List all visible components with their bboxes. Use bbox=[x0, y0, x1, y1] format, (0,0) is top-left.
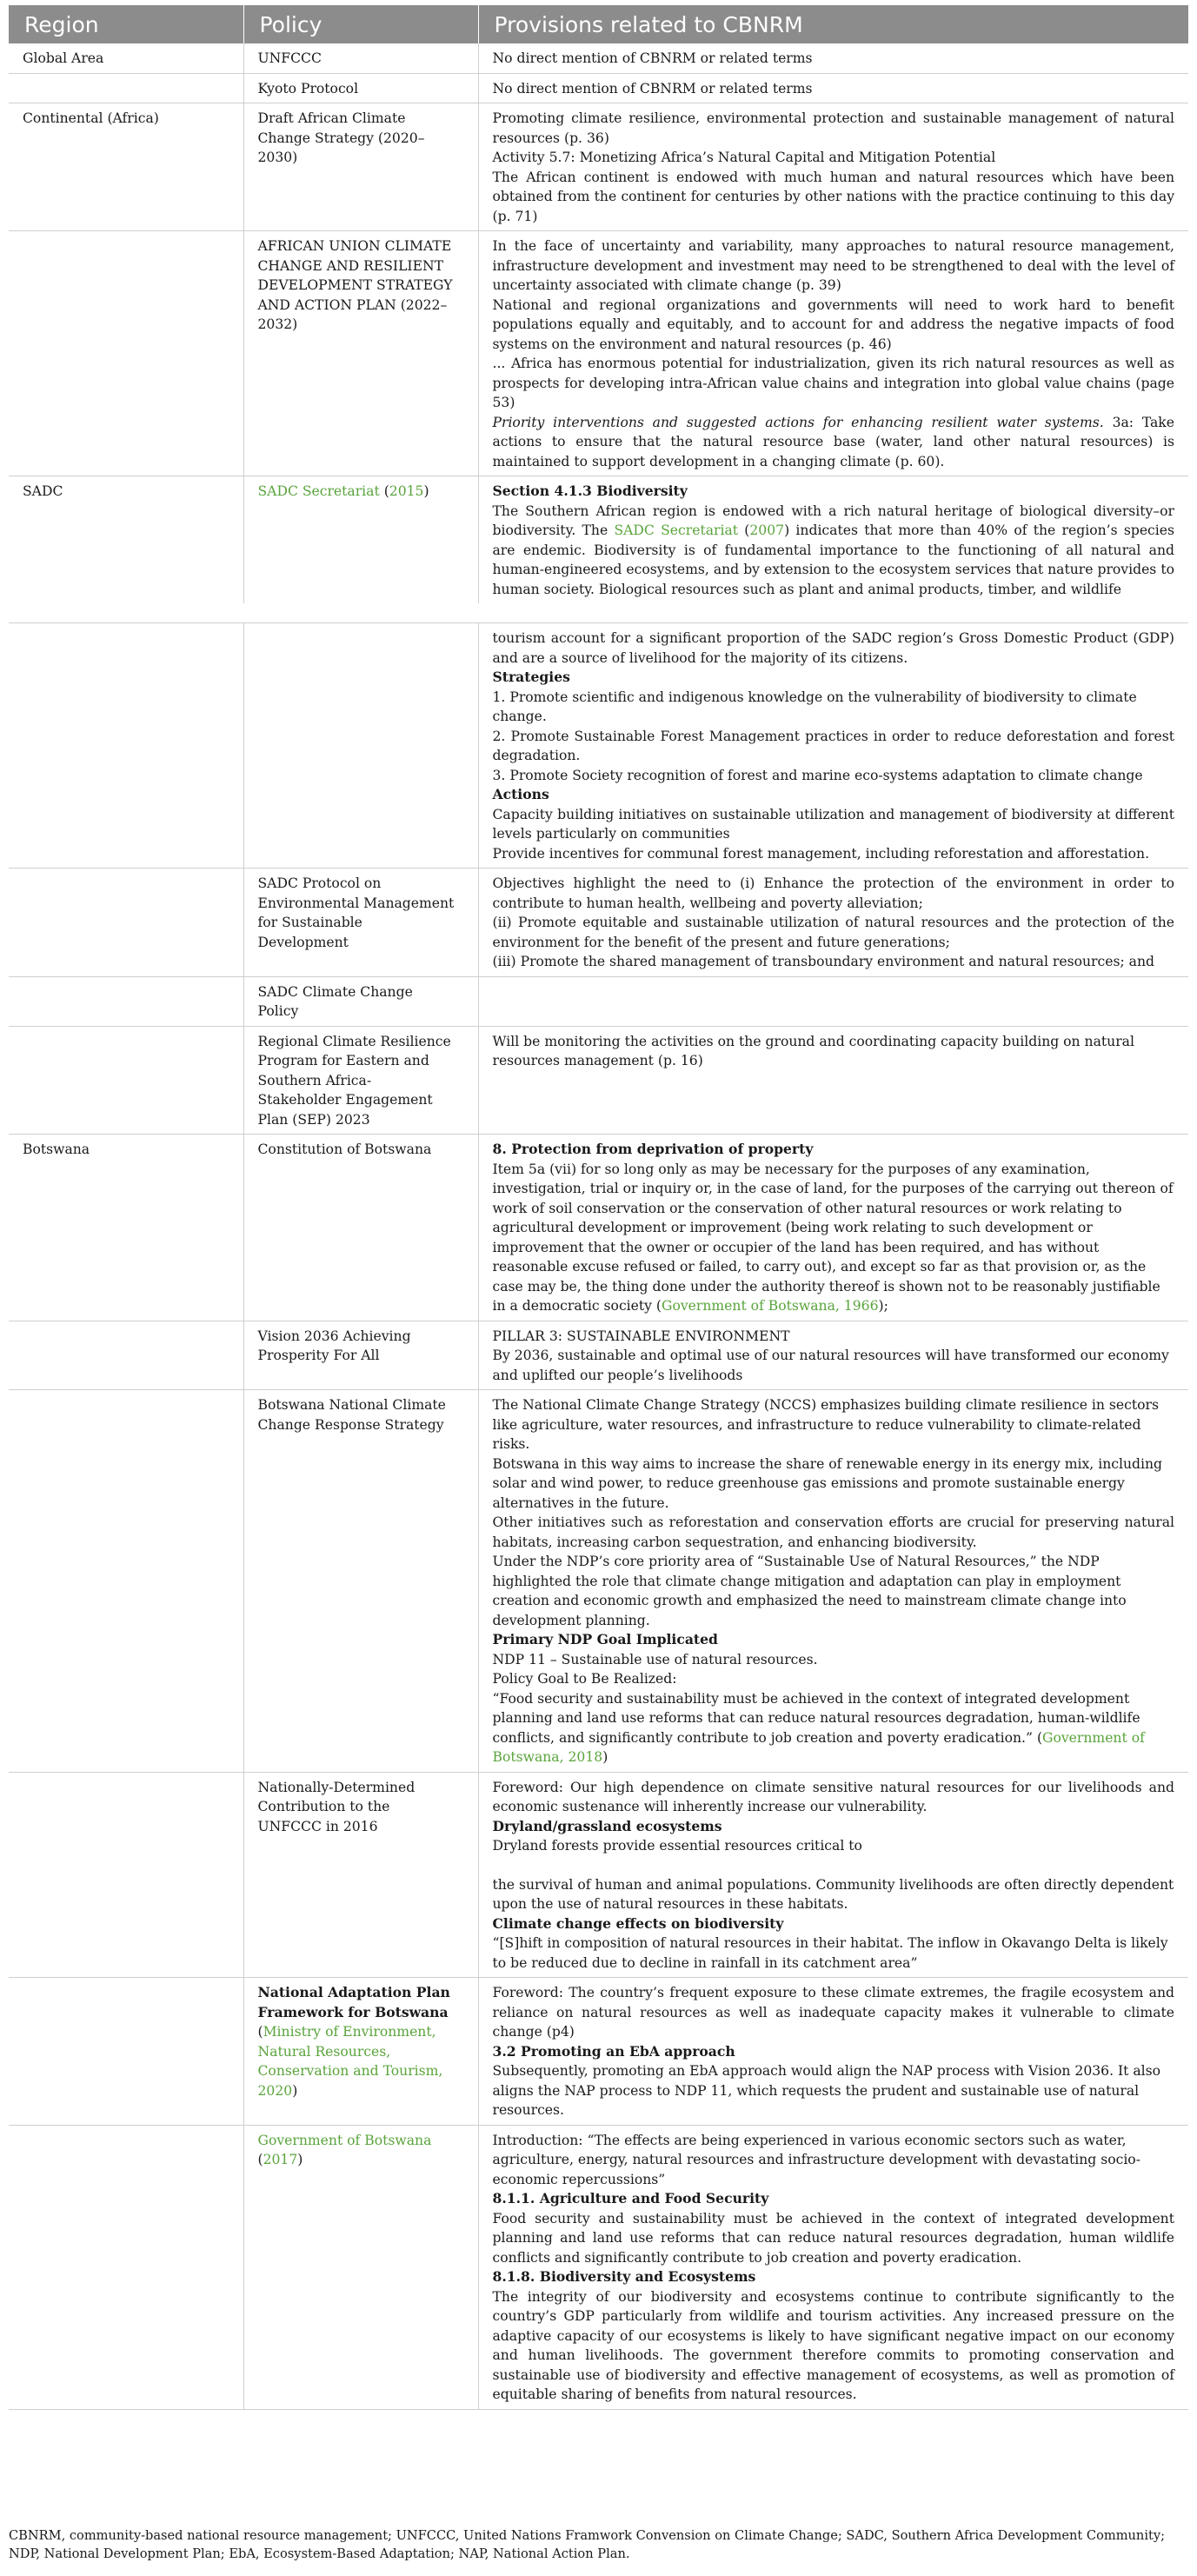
provisions-cell bbox=[478, 1772, 1188, 1978]
provision-paragraph: Policy Goal to Be Realized: bbox=[492, 1671, 677, 1687]
table-row bbox=[9, 1135, 1188, 1321]
table-row bbox=[9, 623, 1188, 869]
provision-paragraph: Subsequently, promoting an EbA approach would align the NAP process with Vision 2036. It also aligns the NAP process to NDP 11, which requests the prudent and sustainable use of natural resources. bbox=[492, 2063, 1161, 2118]
provision-paragraph: The National Climate Change Strategy (NCCS) emphasizes building climate resilience in sectors like agriculture, water resources, and infrastructure to reduce vulnerability to climate-related risks. bbox=[492, 1397, 1159, 1452]
provision-paragraph: Primary NDP Goal Implicated bbox=[492, 1631, 718, 1647]
provision-paragraph: Dryland/grassland ecosystems bbox=[492, 1817, 722, 1834]
column-header-policy: Policy bbox=[243, 5, 478, 43]
emphasis-text: Priority interventions and suggested actions for enhancing resilient water systems. bbox=[492, 414, 1104, 430]
region-cell: Botswana bbox=[9, 1135, 243, 1321]
provision-paragraph: 3. Promote Society recognition of forest and marine eco-systems adaptation to climate change bbox=[492, 767, 1143, 783]
provisions-cell bbox=[478, 1978, 1188, 2126]
provisions-cell bbox=[478, 1135, 1188, 1321]
page-break-gap bbox=[9, 603, 1188, 623]
citation-link[interactable]: Government of Botswana, 1966 bbox=[662, 1298, 879, 1314]
citation-link[interactable]: Ministry of Environment, Natural Resources, Conservation and Tourism, 2020 bbox=[257, 2024, 443, 2099]
table-row bbox=[9, 103, 1188, 231]
provision-paragraph: Actions bbox=[492, 786, 549, 802]
policy-cell: Regional Climate Resilience Program for Eastern and Southern Africa- Stakeholder Engagement Plan (SEP) 2023 bbox=[243, 1026, 478, 1135]
provision-paragraph: No direct mention of CBNRM or related terms bbox=[492, 80, 813, 97]
region-cell bbox=[9, 976, 243, 1026]
provision-paragraph: ... Africa has enormous potential for industrialization, given its rich natural resources as well as prospects for developing intra-African value chains and integration into global value chains (page 53) bbox=[492, 356, 1174, 410]
provisions-cell bbox=[478, 869, 1188, 977]
provision-paragraph: tourism account for a significant proportion of the SADC region’s Gross Domestic Product (GDP) and are a source of livelihood for the majority of its citizens. bbox=[492, 630, 1174, 666]
provision-paragraph: 8.1.8. Biodiversity and Ecosystems bbox=[492, 2268, 756, 2285]
provision-paragraph: the survival of human and animal populations. Community livelihoods are often directly dependent upon the use of natural resources in these habitats. bbox=[492, 1876, 1174, 1912]
region-cell: Global Area bbox=[9, 43, 243, 73]
provision-paragraph: 3.2 Promoting an EbA approach bbox=[492, 2042, 735, 2060]
provisions-cell bbox=[478, 623, 1188, 869]
policy-cell: SADC Protocol on Environmental Management for Sustainable Development bbox=[243, 869, 478, 977]
provision-paragraph: Capacity building initiatives on sustainable utilization and management of biodiversity at different levels particularly on communities bbox=[492, 806, 1174, 842]
provision-paragraph: National and regional organizations and governments will need to work hard to benefit populations equally and equitably, and to account for and address the negative impacts of food systems on the environment and natural resources (p. 46) bbox=[492, 296, 1174, 352]
table-row bbox=[9, 1390, 1188, 1773]
policy-cell: Kyoto Protocol bbox=[243, 73, 478, 103]
provision-text: The Southern African region is endowed with a rich natural heritage of biological diversity–or biodiversity. The bbox=[492, 503, 1174, 538]
region-cell bbox=[9, 1026, 243, 1135]
citation-link[interactable]: Government of Botswana bbox=[257, 2132, 432, 2148]
provision-paragraph: Botswana in this way aims to increase the share of renewable energy in its energy mix, including solar and wind power, to reduce greenhouse gas emissions and promote sustainable energy alternatives in the future. bbox=[492, 1455, 1163, 1511]
policy-cell: SADC Climate Change Policy bbox=[243, 976, 478, 1026]
region-cell bbox=[9, 1978, 243, 2126]
provision-paragraph: Activity 5.7: Monetizing Africa’s Natural Capital and Mitigation Potential bbox=[492, 150, 996, 165]
table-row bbox=[9, 231, 1188, 476]
policy-cell bbox=[243, 476, 478, 604]
region-cell: SADC bbox=[23, 483, 63, 499]
table-row bbox=[9, 869, 1188, 977]
column-header-provisions: Provisions related to CBNRM bbox=[478, 5, 1188, 43]
policy-cell: Vision 2036 Achieving Prosperity For All bbox=[243, 1321, 478, 1390]
policy-cell bbox=[243, 623, 478, 869]
provision-paragraph: Under the NDP’s core priority area of “Sustainable Use of Natural Resources,” the NDP highlighted the role that climate change mitigation and adaptation can play in employment creation and economic growth and emphasized the need to mainstream climate change into development planning. bbox=[492, 1554, 1127, 1628]
citation-paren: ) bbox=[297, 2152, 303, 2167]
region-cell bbox=[9, 1772, 243, 1978]
provisions-cell bbox=[478, 1321, 1188, 1390]
citation-link[interactable]: Government of Botswana, 2018 bbox=[492, 1729, 1145, 1765]
provisions-cell bbox=[478, 231, 1188, 476]
policy-title: National Adaptation Plan Framework for Botswana bbox=[257, 1984, 450, 2020]
provisions-cell bbox=[478, 73, 1188, 103]
provision-paragraph: 8.1.1. Agriculture and Food Security bbox=[492, 2190, 769, 2207]
policy-cell: Nationally-Determined Contribution to the UNFCCC in 2016 bbox=[243, 1772, 478, 1978]
policy-cell: National Adaptation Plan Framework for Botswana (Ministry of Environment, Natural Resources, Conservation and Tourism, 2020) bbox=[243, 1978, 478, 2126]
citation-year-link[interactable]: 2015 bbox=[389, 483, 424, 499]
region-cell bbox=[9, 1321, 243, 1390]
provision-paragraph: Provide incentives for communal forest management, including reforestation and afforestation. bbox=[492, 845, 1150, 862]
provision-paragraph: Promoting climate resilience, environmental protection and sustainable management of natural resources (p. 36) bbox=[492, 110, 1174, 146]
region-cell bbox=[9, 623, 243, 869]
provision-paragraph: No direct mention of CBNRM or related terms bbox=[492, 50, 813, 66]
provision-paragraph bbox=[493, 502, 1175, 600]
provision-paragraph: 1. Promote scientific and indigenous knowledge on the vulnerability of biodiversity to climate change. bbox=[492, 689, 1137, 724]
provision-text: ) indicates that more than 40% of the region’s species are endemic. Biodiversity is of fundamental importance to the functioning of all natural and human-engineered ecosystems, and by extension to the ecosystem services that nature provides to human society. Biological resources such as plant and animal products, timber, and wildlife bbox=[492, 523, 1175, 597]
provision-paragraph: Other initiatives such as reforestation and conservation efforts are crucial for preserving natural habitats, increasing carbon sequestration, and enhancing biodiversity. bbox=[492, 1514, 1174, 1550]
provision-paragraph bbox=[493, 1689, 1175, 1767]
region-cell bbox=[9, 869, 243, 977]
region-cell bbox=[9, 1390, 243, 1773]
citation-paren: ) bbox=[423, 483, 429, 499]
citation-paren: ( bbox=[379, 483, 389, 499]
citation-year-link[interactable]: 2007 bbox=[749, 523, 785, 538]
region-cell bbox=[9, 231, 243, 476]
table-row bbox=[9, 1978, 1188, 2126]
provision-paragraph: Foreword: The country’s frequent exposure to these climate extremes, the fragile ecosystem and reliance on natural resources as well as inadequate capacity makes it vulnerable to climate change (p4) bbox=[492, 1985, 1174, 2040]
provision-paragraph: Foreword: Our high dependence on climate sensitive natural resources for our livelihoods and economic sustenance will inherently increase our vulnerability. bbox=[492, 1779, 1174, 1814]
provision-paragraph: Introduction: “The effects are being experienced in various economic sectors such as water, agriculture, energy, natural resources and infrastructure development with devastating socio-economic repercussions” bbox=[492, 2132, 1140, 2187]
provision-paragraph: In the face of uncertainty and variability, many approaches to natural resource management, infrastructure development and investment may need to be strengthened to deal with the level of uncertainty associated with climate change (p. 39) bbox=[492, 238, 1174, 293]
provision-paragraph: 2. Promote Sustainable Forest Management practices in order to reduce deforestation and forest degradation. bbox=[492, 728, 1174, 763]
table-row bbox=[9, 2125, 1188, 2409]
cbnrm-policy-table bbox=[9, 5, 1188, 2410]
table-row bbox=[9, 1321, 1188, 1390]
provisions-cell bbox=[478, 1026, 1188, 1135]
provision-paragraph bbox=[493, 413, 1175, 472]
policy-cell: Constitution of Botswana bbox=[243, 1135, 478, 1321]
table-footnote: CBNRM, community-based national resource management; UNFCCC, United Nations Framwork Convension on Climate Change; SADC, Southern Africa Development Community; NDP, National Development Plan; EbA, Ecosystem-Based Adaptation; NAP, National Action Plan. bbox=[9, 2528, 1166, 2561]
table-row bbox=[9, 73, 1188, 103]
provision-paragraph: Dryland forests provide essential resources critical to bbox=[492, 1838, 862, 1854]
provision-paragraph: PILLAR 3: SUSTAINABLE ENVIRONMENT bbox=[492, 1328, 790, 1344]
provisions-cell bbox=[478, 43, 1188, 73]
provision-paragraph: 8. Protection from deprivation of property bbox=[492, 1141, 814, 1157]
citation-paren: ( bbox=[257, 2152, 263, 2167]
provision-paragraph: Food security and sustainability must be achieved in the context of integrated development planning and land use reforms that can reduce natural resources degradation, human wildlife conflicts and significantly contribute to job creation and poverty eradication. bbox=[492, 2210, 1174, 2266]
provisions-cell bbox=[478, 476, 1188, 604]
provision-text: ) bbox=[602, 1749, 608, 1765]
provisions-cell bbox=[478, 1390, 1188, 1773]
table-header-row bbox=[9, 5, 1188, 43]
provision-text: “Food security and sustainability must be achieved in the context of integrated development planning and land use reforms that can reduce natural resources degradation, human-wildlife conflicts, and significantly contribute to job creation and poverty eradication.” ( bbox=[492, 1690, 1140, 1746]
provision-paragraph: The integrity of our biodiversity and ecosystems continue to contribute significantly to the country’s GDP particularly from wildlife and tourism activities. Any increased pressure on the adaptive capacity of our ecosystems is likely to have significant negative impact on our economy and human livelihoods. The government therefore commits to promoting conservation and sustainable use of biodiversity and effective management of ecosystems, as well as promotion of equitable sharing of benefits from natural resources. bbox=[492, 2288, 1174, 2402]
table-row bbox=[9, 1772, 1188, 1978]
policy-cell: AFRICAN UNION CLIMATE CHANGE AND RESILIENT DEVELOPMENT STRATEGY AND ACTION PLAN (2022–2032) bbox=[243, 231, 478, 476]
policy-cell: Draft African Climate Change Strategy (2020–2030) bbox=[243, 103, 478, 231]
table-row bbox=[9, 476, 1188, 604]
citation-link[interactable]: SADC Secretariat bbox=[614, 523, 739, 538]
provision-paragraph: NDP 11 – Sustainable use of natural resources. bbox=[492, 1651, 818, 1667]
provision-paragraph: (iii) Promote the shared management of transboundary environment and natural resources; and bbox=[492, 954, 1154, 969]
provision-paragraph: (ii) Promote equitable and sustainable utilization of natural resources and the protection of the environment for the benefit of the present and future generations; bbox=[492, 915, 1174, 950]
provision-paragraph: Strategies bbox=[492, 669, 570, 685]
citation-year-link[interactable]: 2017 bbox=[263, 2152, 298, 2167]
table-row bbox=[9, 976, 1188, 1026]
provisions-cell bbox=[478, 2125, 1188, 2409]
provision-text: ); bbox=[878, 1298, 888, 1314]
region-cell: Continental (Africa) bbox=[9, 103, 243, 231]
policy-cell: UNFCCC bbox=[243, 43, 478, 73]
provision-text: Item 5a (vii) for so long only as may be necessary for the purposes of any examination, investigation, trial or inquiry or, in the case of land, for the purposes of the carrying out thereon of work of soil conservation or the conservation of other natural resources or work relating to agricultural development or improvement (being work relating to such development or improvement that the owner or occupier of the land has been required, and has without reasonable excuse refused or failed, to carry out), and except so far as that provision or, as the case may be, the thing done under the authority thereof is shown not to be reasonably justifiable in a democratic society ( bbox=[492, 1161, 1174, 1314]
provision-paragraph bbox=[493, 1160, 1175, 1316]
table-body bbox=[9, 43, 1188, 2409]
policy-cell: Botswana National Climate Change Response Strategy bbox=[243, 1390, 478, 1773]
table-row bbox=[9, 43, 1188, 73]
policy-cell bbox=[243, 2125, 478, 2409]
provision-paragraph: Climate change effects on biodiversity bbox=[492, 1914, 784, 1932]
citation-paren: ( bbox=[738, 523, 750, 538]
provision-paragraph: By 2036, sustainable and optimal use of our natural resources will have transformed our economy and uplifted our people’s livelihoods bbox=[492, 1348, 1169, 1383]
provision-paragraph: Will be monitoring the activities on the ground and coordinating capacity building on natural resources management (p. 16) bbox=[492, 1033, 1134, 1068]
table-row bbox=[9, 1026, 1188, 1135]
column-header-region: Region bbox=[9, 5, 243, 43]
provision-paragraph: Objectives highlight the need to (i) Enhance the protection of the environment in order to contribute to human health, wellbeing and poverty alleviation; bbox=[492, 875, 1174, 911]
provisions-cell bbox=[478, 976, 1188, 1026]
citation-link[interactable]: SADC Secretariat bbox=[257, 483, 380, 499]
provisions-cell bbox=[478, 103, 1188, 231]
region-cell bbox=[9, 73, 243, 103]
provision-text: 3a: Take actions to ensure that the natural resource base (water, land other natural resources) is maintained to support development in a changing climate (p. 60). bbox=[492, 414, 1174, 469]
region-cell bbox=[9, 2125, 243, 2409]
provision-paragraph: “[S]hift in composition of natural resources in their habitat. The inflow in Okavango Delta is likely to be reduced due to decline in rainfall in its catchment area” bbox=[492, 1935, 1168, 1971]
provision-paragraph: The African continent is endowed with much human and natural resources which have been obtained from the continent for centuries by other nations with the practice continuing to this day (p. 71) bbox=[492, 169, 1174, 224]
provision-paragraph: Section 4.1.3 Biodiversity bbox=[492, 483, 688, 499]
